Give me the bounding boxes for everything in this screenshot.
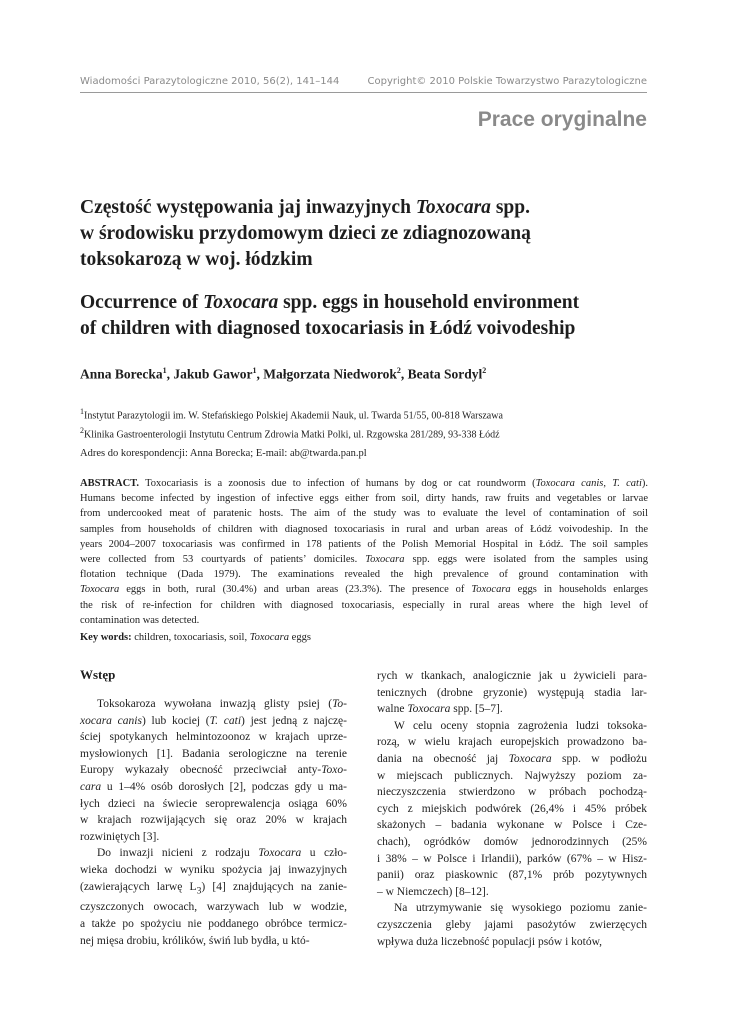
abstract-line [80,476,648,491]
text-run: Humans become infected by ingestion of infective eggs either from soil, dirty hands, raw fruits and vegetables or larvae [80,493,648,505]
journal-citation: Wiadomości Parazytologiczne 2010, 56(2), 141–144 [80,76,340,87]
author-name: Małgorzata Niedworok [263,366,397,382]
affiliation-mark: 1 [80,407,84,416]
text-run: , [603,478,613,489]
author-name: Beata Sordyl [407,366,483,382]
text-run: eggs in both, rural (30.4%) and urban areas (23.3%). The presence of [119,584,472,596]
text-run: from undercooked meat of paratenic hosts. The aim of the study was to evaluate the level of contamination of soil [80,508,648,520]
text-run: ) lub kociej ( [141,714,210,727]
author-affiliation-mark: 1 [162,366,167,375]
text-run: u czło- [301,847,347,860]
paragraph [377,718,647,901]
text-line [377,934,647,951]
italic-text: cara [80,780,102,793]
text-run: ) jest jedną z najczę- [241,714,347,727]
text-run: spp. eggs were isolated from the samples using [404,554,648,566]
keywords-end: eggs [289,632,311,643]
text-line [80,796,347,813]
text-line [377,851,647,868]
text-line [377,834,647,851]
abstract-line [80,522,648,537]
correspondence: Adres do korespondencji: Anna Borecka; E-mail: ab@twarda.pan.pl [80,448,367,459]
text-line [80,879,347,900]
text-run: eggs in households enlarges [510,584,648,596]
keywords-genus: Toxocara [249,632,290,643]
text-run: łych dzieci na świecie seroprewalencja osiąga 60% [80,797,347,810]
text-run: Do inwazji nicieni z rodzaju [97,847,259,860]
text-line [377,734,647,751]
text-run: cych z miejskich podwórek (26,4% i 45% próbek [377,802,647,815]
affiliation-mark: 2 [80,426,84,436]
title-pl-line1-start: Częstość występowania jaj inwazyjnych [80,197,416,218]
text-run: contamination was detected. [80,614,200,626]
header-rule [80,92,647,93]
title-english [80,290,670,342]
keywords-label: Key words: [80,632,132,643]
text-run: w krajach rozwijających się oraz 20% w krajach [80,814,347,827]
paragraph [80,696,347,845]
text-line [377,817,647,834]
abstract-line [80,506,648,521]
text-line [377,917,647,934]
text-line [377,768,647,785]
text-run: panii) oraz piaskownic (87,1% prób pozytywnych [377,869,647,882]
author-affiliation-mark: 1 [252,366,257,375]
subscript-text: 3 [196,884,202,896]
body-column-right [377,668,647,950]
author-affiliation-mark: 2 [482,366,487,375]
italic-text: To- [332,698,347,710]
title-pl-genus: Toxocara [415,197,491,218]
abstract [80,476,648,628]
copyright-notice: Copyright© 2010 Polskie Towarzystwo Parazytologiczne [367,76,647,87]
affiliation-text: Klinika Gastroenterologii Instytutu Centrum Zdrowia Matki Polki, ul. Rzgowska 281/289, 93-338 Łódź [84,429,500,441]
italic-text: Toxocara [258,847,302,860]
text-run: skażonych – badania wykonane w Polsce i Cze- [377,819,647,832]
text-line [80,713,347,730]
italic-text: T. cati [209,714,242,727]
text-line [377,884,647,901]
author-separator: , [166,366,174,382]
text-run: W celu oceny stopnia zagrożenia ludzi toksoka- [394,719,647,732]
text-run: tenicznych (drobne gryzonie) występują stadia lar- [377,686,647,699]
text-run: wieka dochodzi w wyniku spożycia jaj inwazyjnych [80,863,347,876]
paragraph [80,845,347,949]
running-header [80,76,647,87]
abstract-line [80,491,648,506]
title-en-line2: of children with diagnosed toxocariasis in Łódź voivodeship [80,318,576,339]
text-run: nej mięsa drobiu, królików, świń lub bydła, u któ- [80,934,310,947]
title-en-genus: Toxocara [203,292,279,313]
text-run: spp. [5–7]. [450,703,503,716]
abstract-line [80,613,648,628]
text-run: rozwiniętych [3]. [80,830,160,843]
text-line [80,762,347,779]
text-line [80,845,347,862]
text-line [80,812,347,829]
text-line [377,900,647,917]
abstract-line [80,537,648,552]
text-run: flotation technique (Dada 1979). The examinations revealed the high prevalence of ground contamination with [80,569,648,581]
title-en-line1-end: spp. eggs in household environment [278,292,580,313]
text-line [377,784,647,801]
text-run: Na utrzymywanie się wysokiego poziomu zanie- [394,902,647,915]
abstract-line [80,567,648,582]
author-name: Jakub Gawor [173,366,253,382]
text-line [80,933,347,950]
text-line [377,867,647,884]
italic-text: Toxocara canis [535,478,604,489]
abstract-line [80,582,648,597]
left-column-text [80,696,347,949]
italic-text: Toxocara [508,752,552,765]
text-run: i 38% – w Polsce i Irlandii), parków (67% – w Hisz- [377,852,647,865]
affiliation-line [80,423,660,442]
italic-text: Toxocara [407,703,451,716]
text-line [80,862,347,879]
text-run: ) [4] znajdujących na zanie- [201,880,348,893]
abstract-line [80,598,648,613]
text-run: walne [377,703,408,716]
abstract-label: ABSTRACT. [80,478,140,489]
abstract-body [80,476,648,628]
text-line [80,729,347,746]
text-line [80,746,347,763]
text-run: chach), ogródków domów jednorodzinnych (25% [377,835,647,848]
text-run: samples from households of children with diagnosed toxocariasis in rural and urban areas of Łódź voivodeship. In the [80,523,648,535]
text-line [377,701,647,718]
italic-text: xocara canis [80,714,142,727]
italic-text: Toxo- [321,764,347,777]
italic-text: Toxocara [80,584,120,596]
italic-text: Toxocara [471,584,511,596]
text-run: u 1–4% osób dorosłych [2], podczas gdy u ma- [101,780,347,793]
text-run: Europy wykazały obecność przeciwciał anty- [80,764,322,777]
text-run: ściej spotykanych helmintozoonoz w krajach uprze- [80,731,347,744]
author-list [80,366,486,383]
title-polish [80,195,660,273]
text-run: spp. w podłożu [551,752,647,765]
text-line [80,696,347,713]
body-column-left [80,666,347,949]
title-pl-line2: w środowisku przydomowym dzieci ze zdiagnozowaną [80,223,531,244]
text-run: w miejscach publicznych. Najwyższy poziom za- [377,769,647,782]
text-line [377,718,647,735]
abstract-line [80,552,648,567]
title-en-line1-start: Occurrence of [80,292,204,313]
keywords [80,632,311,643]
text-line [80,779,347,796]
affiliations [80,404,660,443]
text-run: czyszczenia gleby jajami pasożytów zwierzęcych [377,918,647,931]
text-run: rozą, w wielu krajach europejskich prowadzono ba- [377,736,647,749]
right-column-text [377,668,647,950]
author-affiliation-mark: 2 [396,366,401,375]
text-run: wpływa duża liczebność populacji psów i kotów, [377,935,603,948]
title-pl-line3: toksokarozą w woj. łódzkim [80,249,313,270]
text-line [80,829,347,846]
author-separator: , [400,366,408,382]
text-run: (zawierających larwę L [80,880,197,893]
text-line [377,685,647,702]
affiliation-text: Instytut Parazytologii im. W. Stefańskiego Polskiej Akademii Nauk, ul. Twarda 51/55, 00-818 Warszawa [84,410,503,422]
author-separator: , [256,366,264,382]
paragraph [377,900,647,950]
text-run: rych w tkankach, analogicznie jak u żywicieli para- [377,670,647,682]
author-name: Anna Borecka [80,366,163,382]
affiliation-line [80,404,660,423]
text-run: dania na obecność jaj [377,752,509,765]
text-run: ). [641,478,649,489]
text-line [377,801,647,818]
text-run: were collected from 53 courtyards of patients’ domiciles. [80,554,366,566]
paragraph [377,668,647,718]
text-line [377,751,647,768]
text-run: the risk of re-infection for children with diagnosed toxocariasis, especially in rural areas where the high level of [80,599,648,611]
section-label: Prace oryginalne [477,108,647,131]
text-line [377,668,647,685]
text-run: czyszczonych owocach, warzywach lub w wodzie, [80,901,347,914]
text-run: a także po spożyciu nie poddanego obróbce termicz- [80,918,347,931]
keywords-text: children, toxocariasis, soil, [131,632,250,643]
text-line [80,916,347,933]
text-run: Toksokaroza wywołana inwazją glisty psiej ( [97,698,333,710]
section-heading-introduction: Wstęp [80,667,116,682]
text-run: mysłowionych [1]. Badania serologiczne na terenie [80,747,347,760]
italic-text: Toxocara [365,554,405,566]
text-run: Toxocariasis is a zoonosis due to infection of humans by dog or cat roundworm ( [139,478,536,489]
italic-text: T. cati [612,478,642,489]
text-line [80,899,347,916]
title-pl-line1-end: spp. [490,197,530,218]
text-run: years 2004–2007 toxocariasis was confirmed in 178 patients of the Polish Memorial Hospital in Łódź. The soil samples [80,538,648,550]
text-run: – w Niemczech) [8–12]. [377,885,489,898]
text-run: nieczyszczenia stwierdzono w próbach pochodzą- [377,786,647,799]
